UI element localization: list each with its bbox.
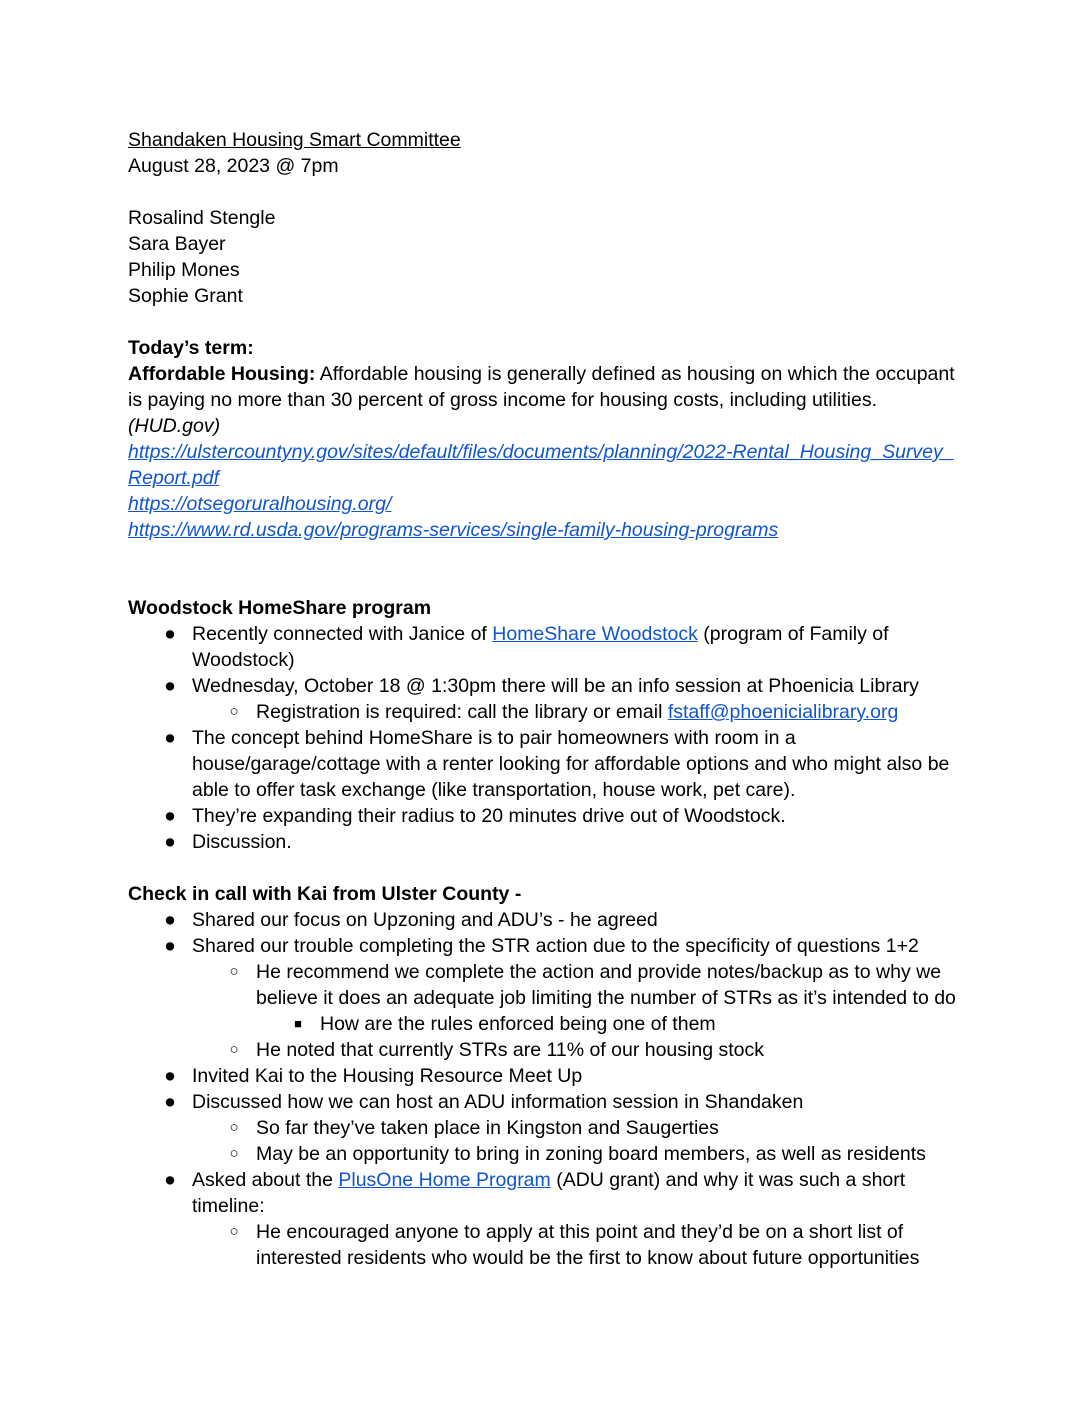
- term-definition-cont: is paying no more than 30 percent of gross income for housing costs, including utilities.: [128, 389, 877, 411]
- usda-housing-link[interactable]: https://www.rd.usda.gov/programs-services/single-family-housing-programs: [128, 519, 779, 541]
- list-item: ● The concept behind HomeShare is to pair homeowners with room in a: [128, 725, 968, 751]
- term-definition-text: Affordable housing is generally defined as housing on which the occupant: [315, 363, 955, 385]
- sub-list-item: ○ Registration is required: call the library or email fstaff@phoenicialibrary.org: [128, 699, 968, 725]
- kai-heading: Check in call with Kai from Ulster County -: [128, 883, 522, 905]
- meeting-date: August 28, 2023 @ 7pm: [128, 155, 339, 177]
- bullet: ○: [229, 1145, 239, 1162]
- term-heading: Today’s term:: [128, 337, 254, 359]
- attendee: Philip Mones: [128, 259, 240, 281]
- bullet: ●: [164, 909, 176, 931]
- bullet: ■: [294, 1016, 302, 1031]
- bullet: ●: [164, 1169, 176, 1191]
- rental-survey-link[interactable]: https://ulstercountyny.gov/sites/default/files/documents/planning/2022-Rental_Housing_Survey_: [128, 441, 954, 463]
- list-item: ● Invited Kai to the Housing Resource Meet Up: [128, 1063, 968, 1089]
- library-email-link[interactable]: fstaff@phoenicialibrary.org: [667, 701, 899, 723]
- list-item: ● Shared our trouble completing the STR action due to the specificity of questions 1+2: [128, 933, 968, 959]
- term-source: (HUD.gov): [128, 415, 221, 437]
- sub-sub-list-item: ■ How are the rules enforced being one of them: [128, 1011, 968, 1037]
- bullet: ●: [164, 805, 176, 827]
- list-item: ● They’re expanding their radius to 20 minutes drive out of Woodstock.: [128, 803, 968, 829]
- bullet: ○: [229, 703, 239, 720]
- bullet: ○: [229, 963, 239, 980]
- sub-list-item: ○ He noted that currently STRs are 11% of our housing stock: [128, 1037, 968, 1063]
- bullet: ●: [164, 675, 176, 697]
- sub-list-item: ○ He encouraged anyone to apply at this point and they’d be on a short list of: [128, 1219, 968, 1245]
- homeshare-heading: Woodstock HomeShare program: [128, 597, 432, 619]
- attendee: Sophie Grant: [128, 285, 243, 307]
- bullet: ●: [164, 1091, 176, 1113]
- term-name: Affordable Housing:: [128, 363, 316, 385]
- list-item-cont: Woodstock): [192, 649, 295, 671]
- sub-list-item: ○ So far they’ve taken place in Kingston and Saugerties: [128, 1115, 968, 1141]
- list-item: ● Discussed how we can host an ADU information session in Shandaken: [128, 1089, 968, 1115]
- rental-survey-link-cont[interactable]: Report.pdf: [128, 467, 220, 489]
- bullet: ●: [164, 623, 176, 645]
- bullet: ○: [229, 1119, 239, 1136]
- bullet: ●: [164, 1065, 176, 1087]
- bullet: ●: [164, 727, 176, 749]
- sub-list-item-cont: interested residents who would be the first to know about future opportunities: [256, 1247, 920, 1269]
- bullet: ●: [164, 831, 176, 853]
- bullet: ●: [164, 935, 176, 957]
- list-item-cont: house/garage/cottage with a renter looking for affordable options and who might also be: [192, 753, 950, 775]
- sub-list-item: ○ He recommend we complete the action and provide notes/backup as to why we: [128, 959, 968, 985]
- list-item: ● Discussion.: [128, 829, 968, 855]
- otsego-housing-link[interactable]: https://otsegoruralhousing.org/: [128, 493, 392, 515]
- plusone-program-link[interactable]: PlusOne Home Program: [338, 1169, 551, 1191]
- attendee: Sara Bayer: [128, 233, 226, 255]
- document-body: [128, 127, 968, 1271]
- bullet: ○: [229, 1223, 239, 1240]
- list-item-cont: timeline:: [192, 1195, 265, 1217]
- list-item: ● Asked about the PlusOne Home Program (ADU grant) and why it was such a short: [128, 1167, 968, 1193]
- list-item-cont: able to offer task exchange (like transportation, house work, pet care).: [192, 779, 796, 801]
- sub-list-item-cont: believe it does an adequate job limiting the number of STRs as it’s intended to do: [256, 987, 956, 1009]
- list-item: ● Recently connected with Janice of HomeShare Woodstock (program of Family of: [128, 621, 968, 647]
- term-definition: [128, 361, 968, 387]
- homeshare-woodstock-link[interactable]: HomeShare Woodstock: [492, 623, 698, 645]
- sub-list-item: ○ May be an opportunity to bring in zoning board members, as well as residents: [128, 1141, 968, 1167]
- document-title: Shandaken Housing Smart Committee: [128, 129, 461, 151]
- list-item: ● Wednesday, October 18 @ 1:30pm there will be an info session at Phoenicia Library: [128, 673, 968, 699]
- list-item: ● Shared our focus on Upzoning and ADU’s - he agreed: [128, 907, 968, 933]
- bullet: ○: [229, 1041, 239, 1058]
- attendee: Rosalind Stengle: [128, 207, 276, 229]
